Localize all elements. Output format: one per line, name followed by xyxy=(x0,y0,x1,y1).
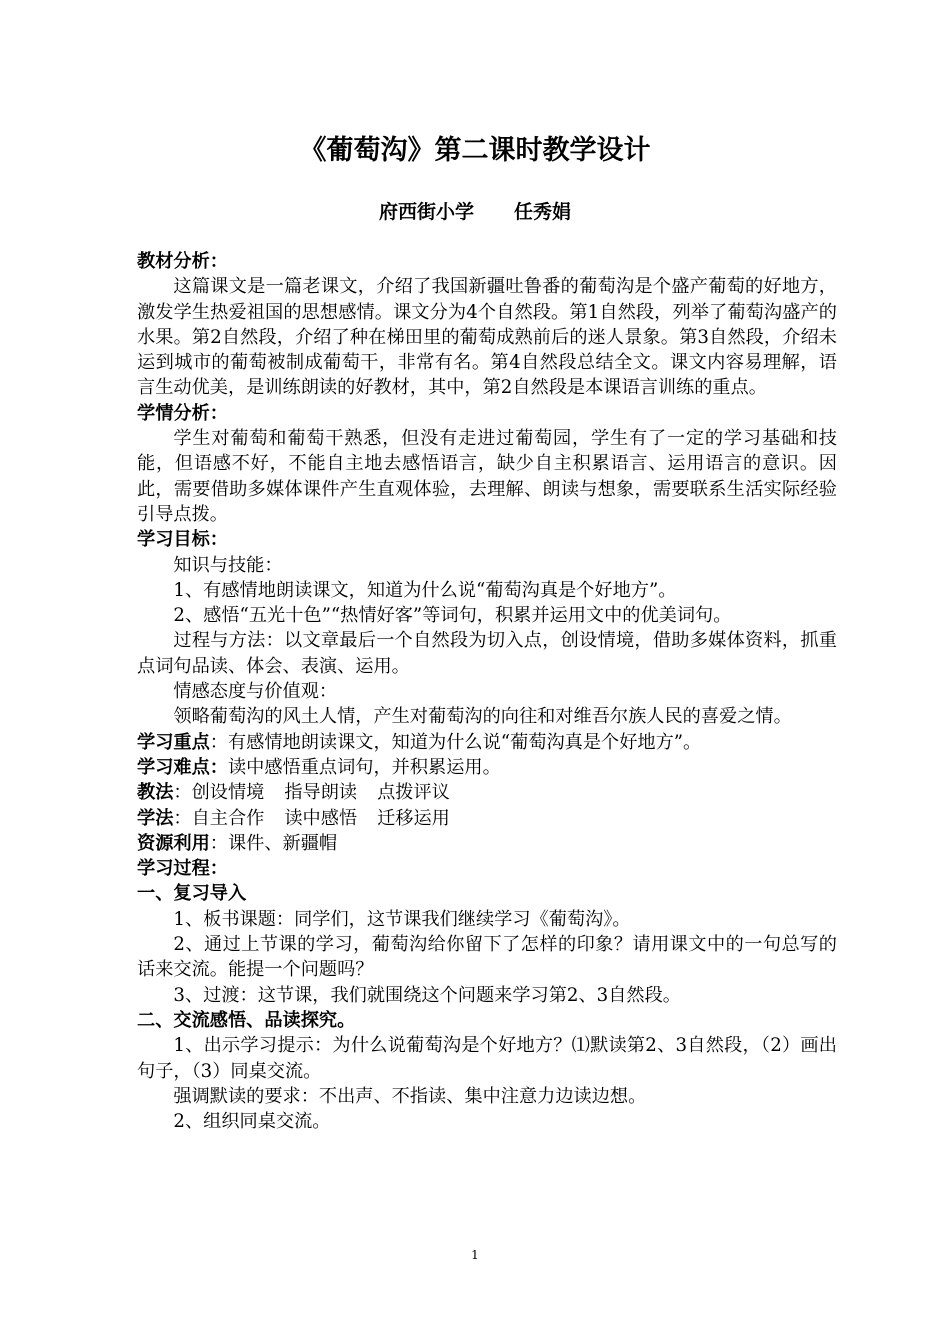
author-line xyxy=(0,198,950,226)
learning-method-item: 迁移运用 xyxy=(377,807,450,829)
resources-line xyxy=(137,831,837,856)
learning-method-label: 学法 xyxy=(137,807,174,829)
document-title: 《葡萄沟》第二课时教学设计 xyxy=(299,135,651,166)
goals-heading: 学习目标： xyxy=(137,529,228,551)
part2-note: 强调默读的要求：不出声、不指读、集中注意力边读边想。 xyxy=(173,1085,647,1107)
key-point-line xyxy=(137,730,837,755)
goals-knowledge-label: 知识与技能： xyxy=(173,554,283,576)
difficulty-text: 读中感悟重点词句，并积累运用。 xyxy=(227,756,501,778)
material-paragraph: 这篇课文是一篇老课文，介绍了我国新疆吐鲁番的葡萄沟是个盛产葡萄的好地方，激发学生热爱祖国的思想感情。课文分为4个自然段。第1自然段，列举了葡萄沟盛产的水果。第2自然段，介绍了种在梯田里的葡萄成熟前后的迷人景象。第3自然段，介绍未运到城市的葡萄被制成葡萄干，非常有名。第4自然段总结全文。课文内容易理解，语言生动优美，是训练朗读的好教材，其中，第2自然段是本课语言训练的重点。 xyxy=(137,276,837,399)
goals-emotion-label: 情感态度与价值观： xyxy=(173,681,338,703)
author-name: 任秀娟 xyxy=(514,201,572,223)
students-paragraph: 学生对葡萄和葡萄干熟悉，但没有走进过葡萄园，学生有了一定的学习基础和技能，但语感不好，不能自主地去感悟语言，缺少自主积累语言、运用语言的意识。因此，需要借助多媒体课件产生直观体验，去理解、朗读与想象，需要联系生活实际经验引导点拨。 xyxy=(137,428,837,525)
author-school: 府西街小学 xyxy=(378,201,474,223)
teaching-method-item: 点拨评议 xyxy=(377,782,450,804)
goal-item-2: 2、感悟“五光十色”“热情好客”等词句，积累并运用文中的优美词句。 xyxy=(173,605,732,627)
part1-step-2: 2、通过上节课的学习，葡萄沟给你留下了怎样的印象？请用课文中的一句总写的话来交流。能提一个问题吗？ xyxy=(137,934,837,981)
teaching-method-item: ：创设情境 xyxy=(173,782,265,804)
goal-item-1: 1、有感情地朗读课文，知道为什么说“葡萄沟真是个好地方”。 xyxy=(173,579,677,601)
key-point-text: ：有感情地朗读课文，知道为什么说“葡萄沟真是个好地方”。 xyxy=(209,731,702,753)
resources-text: ：课件、新疆帽 xyxy=(209,832,338,854)
page-number: 1 xyxy=(471,1248,479,1262)
learning-method-item: 读中感悟 xyxy=(284,807,358,829)
goals-emotion: 领略葡萄沟的风土人情，产生对葡萄沟的向往和对维吾尔族人民的喜爱之情。 xyxy=(173,706,792,728)
part1-heading: 一、复习导入 xyxy=(137,883,247,905)
part2-step-1: 1、出示学习提示：为什么说葡萄沟是个好地方？⑴默读第2、3自然段，（2）画出句子，（3）同桌交流。 xyxy=(137,1035,837,1082)
material-heading: 教材分析： xyxy=(137,251,228,272)
teaching-method-line xyxy=(137,780,837,805)
learning-method-line xyxy=(137,806,837,831)
part1-step-3: 3、过渡：这节课，我们就围绕这个问题来学习第2、3自然段。 xyxy=(173,984,681,1006)
key-point-label: 学习重点 xyxy=(137,731,210,753)
part1-step-1: 1、板书课题：同学们，这节课我们继续学习《葡萄沟》。 xyxy=(173,908,631,930)
difficulty-label: 学习难点： xyxy=(137,756,228,778)
document-body xyxy=(137,249,837,1134)
teaching-method-label: 教法 xyxy=(137,782,174,804)
learning-method-item: ：自主合作 xyxy=(173,807,265,829)
students-heading: 学情分析： xyxy=(137,402,228,424)
part2-heading: 二、交流感悟、品读探究。 xyxy=(137,1009,356,1031)
goals-process: 过程与方法：以文章最后一个自然段为切入点，创设情境，借助多媒体资料，抓重点词句品读、体会、表演、运用。 xyxy=(137,630,837,677)
difficulty-line xyxy=(137,755,837,780)
part2-step-2: 2、组织同桌交流。 xyxy=(173,1111,331,1133)
resources-label: 资源利用 xyxy=(137,832,210,854)
teaching-method-item: 指导朗读 xyxy=(284,782,358,804)
process-heading: 学习过程： xyxy=(137,858,228,880)
